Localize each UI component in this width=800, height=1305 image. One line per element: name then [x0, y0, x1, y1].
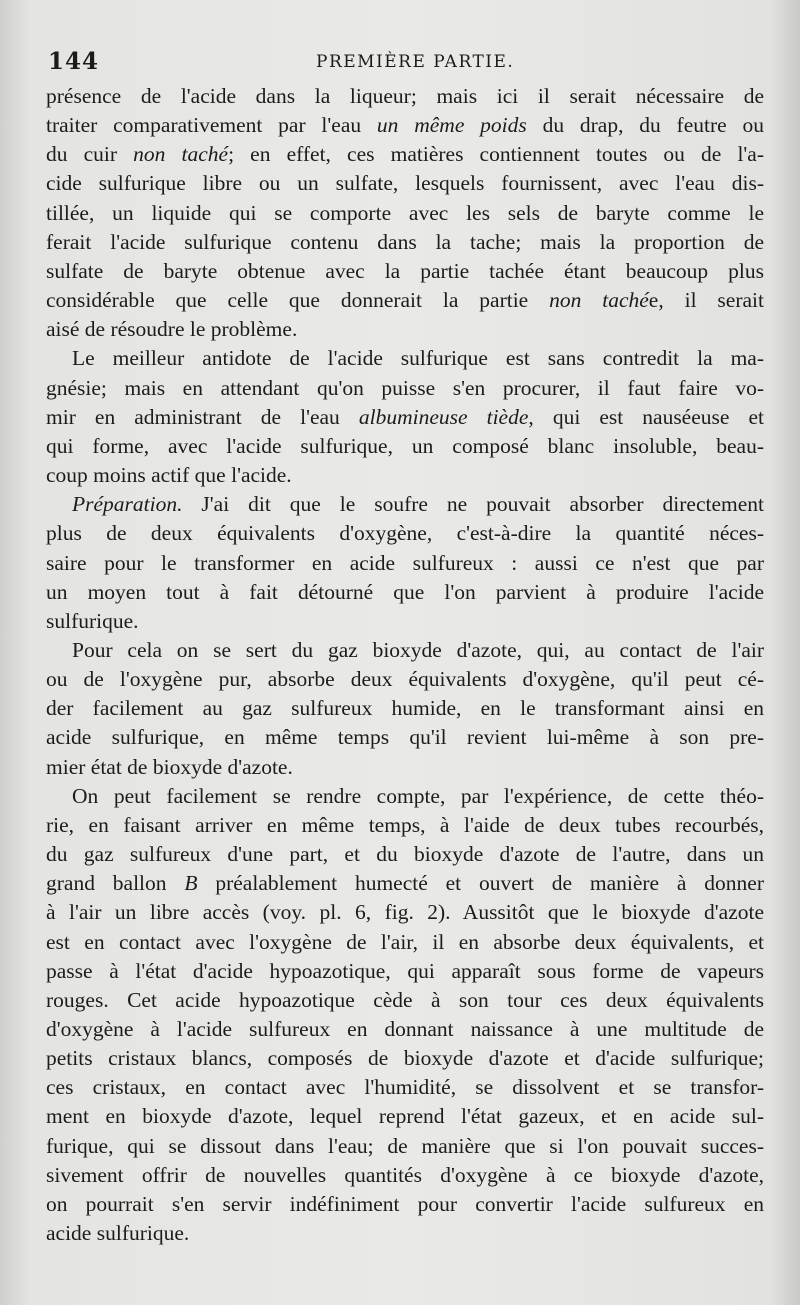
paragraph-antidote — [46, 344, 764, 490]
text-line: aisé de résoudre le problème. — [46, 317, 298, 342]
text-line: Préparation. J'ai dit que le soufre ne pouvait absorber directement — [72, 492, 764, 517]
text-line: ment en bioxyde d'azote, lequel reprend l'état gazeux, et en acide sul- — [46, 1104, 764, 1129]
text-line: sivement offrir de nouvelles quantités d'oxygène à ce bioxyde d'azote, — [46, 1162, 764, 1187]
text-line: passe à l'état d'acide hypoazotique, qui apparaît sous forme de vapeurs — [46, 958, 764, 983]
text-line: qui forme, avec l'acide sulfurique, un composé blanc insoluble, beau- — [46, 433, 764, 458]
text-line: un moyen tout à fait détourné que l'on parvient à produire l'acide — [46, 579, 764, 604]
running-title: PREMIÈRE PARTIE. — [316, 52, 515, 72]
text-line: mier état de bioxyde d'azote. — [46, 754, 293, 779]
text-line: ces cristaux, en contact avec l'humidité, se dissolvent et se transfor- — [46, 1075, 764, 1100]
text-line: présence de l'acide dans la liqueur; mais ici il serait nécessaire de — [46, 84, 764, 108]
body-text — [46, 82, 764, 1248]
text-line: gnésie; mais en attendant qu'on puisse s'en procurer, il faut faire vo- — [46, 375, 764, 400]
text-line: Le meilleur antidote de l'acide sulfurique est sans contredit la ma- — [72, 346, 764, 371]
text-line: grand ballon B préalablement humecté et ouvert de manière à donner — [46, 871, 764, 896]
text-line: rie, en faisant arriver en même temps, à l'aide de deux tubes recourbés, — [46, 812, 764, 837]
text-line: cide sulfurique libre ou un sulfate, lesquels fournissent, avec l'eau dis- — [46, 171, 764, 196]
page-header — [48, 48, 760, 78]
text-line: on pourrait s'en servir indéfiniment pour convertir l'acide sulfureux en — [46, 1191, 764, 1216]
paragraph-preparation — [46, 490, 764, 636]
text-line: acide sulfurique, en même temps qu'il revient lui-même à son pre- — [46, 725, 764, 750]
text-line: à l'air un libre accès (voy. pl. 6, fig. 2). Aussitôt que le bioxyde d'azote — [46, 900, 764, 925]
text-line: coup moins actif que l'acide. — [46, 463, 292, 488]
text-line: sulfate de baryte obtenue avec la partie tachée étant beaucoup plus — [46, 258, 764, 283]
text-line: furique, qui se dissout dans l'eau; de manière que si l'on pouvait succes- — [46, 1133, 764, 1158]
paragraph-stain-test — [46, 82, 764, 344]
text-line: tillée, un liquide qui se comporte avec les sels de baryte comme le — [46, 200, 764, 225]
page-number: 144 — [48, 48, 100, 75]
text-line: plus de deux équivalents d'oxygène, c'est-à-dire la quantité néces- — [46, 521, 764, 546]
text-line: est en contact avec l'oxygène de l'air, il en absorbe deux équivalents, et — [46, 929, 764, 954]
paragraph-bioxyde — [46, 636, 764, 782]
text-line: petits cristaux blancs, composés de bioxyde d'azote et d'acide sulfurique; — [46, 1046, 764, 1071]
text-line: der facilement au gaz sulfureux humide, en le transformant ainsi en — [46, 696, 764, 721]
text-line: mir en administrant de l'eau albumineuse tiède, qui est nauséeuse et — [46, 404, 764, 429]
text-line: Pour cela on se sert du gaz bioxyde d'azote, qui, au contact de l'air — [72, 637, 764, 662]
text-line: ou de l'oxygène pur, absorbe deux équivalents d'oxygène, qu'il peut cé- — [46, 667, 764, 692]
text-line: On peut facilement se rendre compte, par l'expérience, de cette théo- — [72, 783, 764, 808]
text-line: rouges. Cet acide hypoazotique cède à son tour ces deux équivalents — [46, 987, 764, 1012]
text-line: ferait l'acide sulfurique contenu dans la tache; mais la proportion de — [46, 229, 764, 254]
text-line: saire pour le transformer en acide sulfureux : aussi ce n'est que par — [46, 550, 764, 575]
text-line: considérable que celle que donnerait la partie non tachée, il serait — [46, 288, 764, 313]
text-line: d'oxygène à l'acide sulfureux en donnant naissance à une multitude de — [46, 1017, 764, 1041]
paragraph-experience — [46, 782, 764, 1249]
text-line: acide sulfurique. — [46, 1221, 190, 1246]
text-line: du cuir non taché; en effet, ces matières contiennent toutes ou de l'a- — [46, 142, 764, 167]
text-line: du gaz sulfureux d'une part, et du bioxyde d'azote de l'autre, dans un — [46, 842, 764, 867]
text-line: sulfurique. — [46, 608, 139, 633]
text-line: traiter comparativement par l'eau un même poids du drap, du feutre ou — [46, 113, 764, 138]
